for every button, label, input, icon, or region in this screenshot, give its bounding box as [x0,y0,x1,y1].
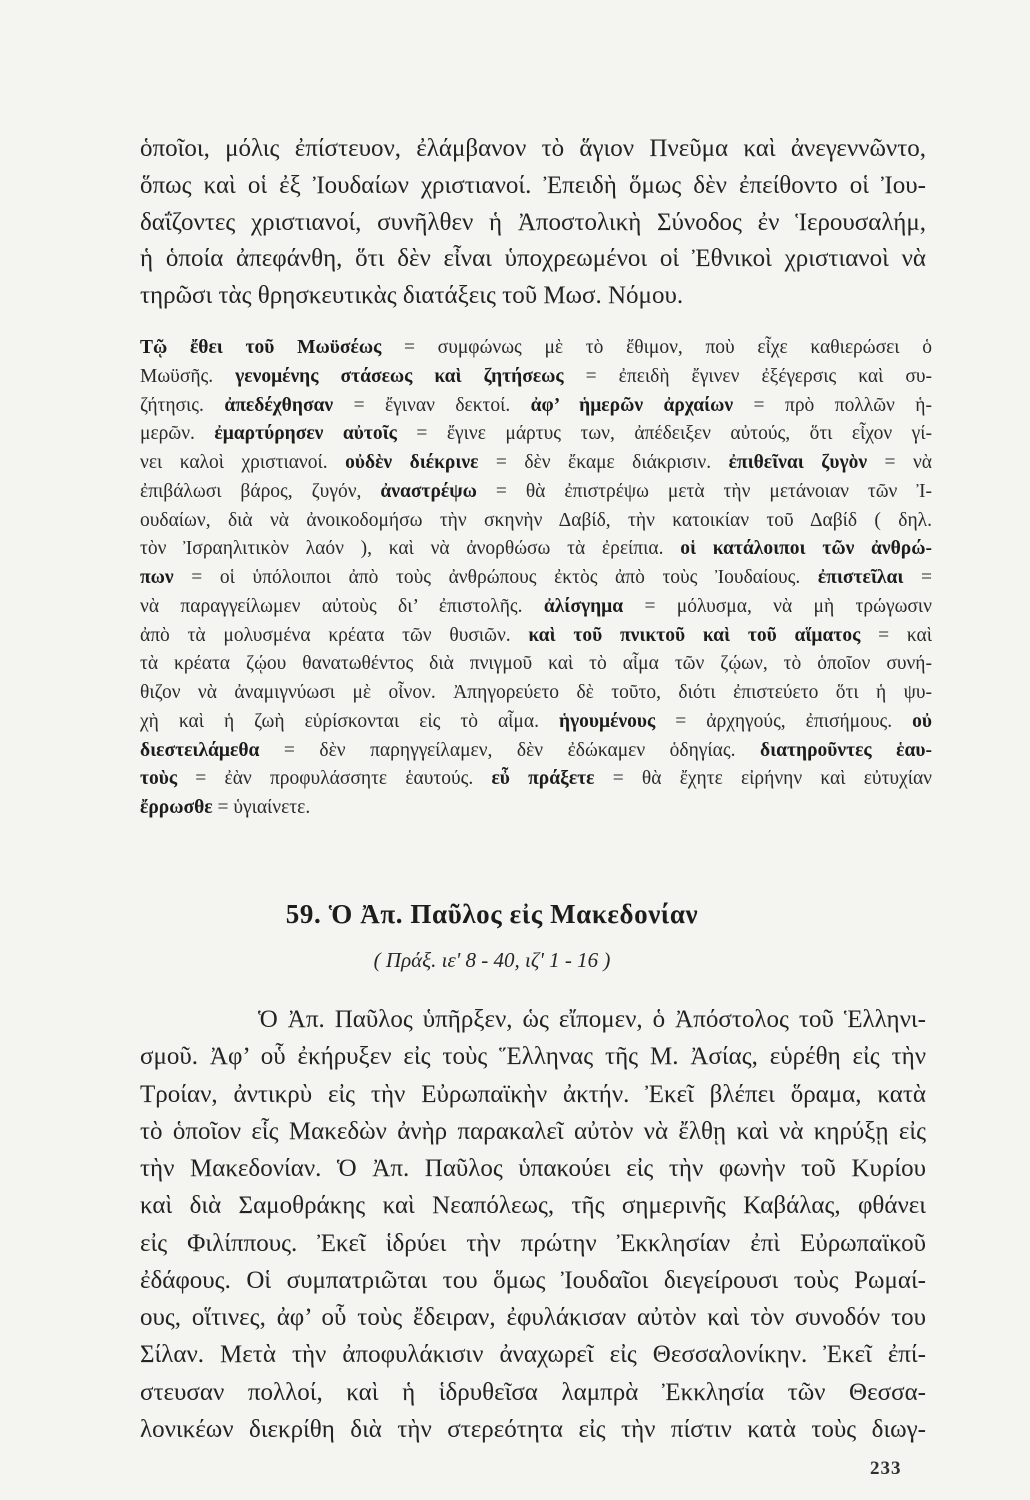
glossary-definition: ουδαίων, διὰ νὰ ἀνοικοδομήσω τὴν σκηνὴν Δαβίδ, τὴν κατοικίαν τοῦ Δαβίδ ( δηλ. [140,509,932,531]
glossary-definition: τὰ κρέατα ζῴου θανατωθέντος διὰ πνιγμοῦ καὶ τὸ αἷμα τῶν ζῴων, τὸ ὁποῖον συνή- [140,653,932,675]
text-line: εἰς Φιλίππους. Ἐκεῖ ἱδρύει τὴν πρώτην Ἐκκλησίαν ἐπὶ Εὐρωπαϊκοῦ [140,1229,926,1257]
text-line: στευσαν πολλοί, καὶ ἡ ἱδρυθεῖσα λαμπρὰ Ἐκκλησία τῶν Θεσσα- [140,1378,926,1406]
glossary-definition: = συμφώνως μὲ τὸ ἔθιμον, ποὺ εἶχε καθιερώσει ὁ [381,337,932,358]
glossary-line [140,622,932,651]
glossary-definition: = πρὸ πολλῶν ἡ- [733,394,932,416]
glossary-definition: χὴ καὶ ἡ ζωὴ εὑρίσκονται εἰς τὸ αἷμα. [140,710,559,732]
text-line: ἐδάφους. Οἱ συμπατριῶται του ὅμως Ἰουδαῖοι διεγείρουσι τοὺς Ρωμαί- [140,1266,926,1294]
glossary-term: πων [140,567,174,588]
glossary-line [140,363,932,392]
glossary-line [140,593,932,622]
text-line: τὴν Μακεδονίαν. Ὁ Ἀπ. Παῦλος ὑπακούει εἰς τὴν φωνὴν τοῦ Κυρίου [140,1155,926,1183]
glossary-term: ἐπιστεῖλαι [817,567,904,588]
glossary-definition: = νὰ [867,452,932,473]
glossary-definition: = δὲν ἔκαμε διάκρισιν. [478,452,729,473]
glossary-line [140,564,932,593]
glossary-term: ἔρρωσθε [140,797,213,818]
text-line: σμοῦ. Ἀφ’ οὗ ἐκήρυξεν εἰς τοὺς Ἕλληνας τῆς Μ. Ἀσίας, εὑρέθη εἰς τὴν [140,1043,926,1071]
glossary-line [140,794,932,823]
glossary-term: ἀπεδέχθησαν [224,394,334,416]
glossary-definition: νὰ παραγγείλωμεν αὐτοὺς δι’ ἐπιστολῆς. [140,595,544,617]
glossary-term: Τῷ ἔθει τοῦ Μωϋσέως [140,337,382,358]
glossary-line [140,449,932,478]
glossary-term: γενομένης στάσεως καὶ ζητήσεως [235,365,564,387]
text-line: Τροίαν, ἀντικρὺ εἰς τὴν Εὐρωπαϊκὴν ἀκτήν. Ἐκεῖ βλέπει ὅραμα, κατὰ [140,1080,926,1108]
glossary-term: ἀφ’ ἡμερῶν ἀρχαίων [530,394,734,416]
glossary-definition: νει καλοὶ χριστιανοί. [140,452,346,473]
glossary-line [140,535,932,564]
glossary-term: οὐ [912,710,932,732]
text-line: τηρῶσι τὰς θρησκευτικὰς διατάξεις τοῦ Μωσ. Νόμου. [140,282,684,310]
glossary-term: ἐμαρτύρησεν αὐτοῖς [214,423,397,445]
glossary-definition: = δὲν παρηγγείλαμεν, δὲν ἐδώκαμεν ὁδηγίας. [259,739,760,761]
glossary-definition: = θὰ ἔχητε εἰρήνην καὶ εὐτυχίαν [594,768,932,790]
glossary-term: ἐπιθεῖναι ζυγὸν [728,452,868,473]
text-line: ἡ ὁποία ἀπεφάνθη, ὅτι δὲν εἶναι ὑποχρεωμένοι οἱ Ἐθνικοὶ χριστιανοὶ νὰ [140,245,926,273]
glossary-line [140,478,932,507]
glossary-term: ἀναστρέψω [380,480,477,502]
glossary-term: οἱ κατάλοιποι τῶν ἀνθρώ- [680,538,932,560]
text-line: ους, οἵτινες, ἀφ’ οὗ τοὺς ἔδειραν, ἐφυλάκισαν αὐτὸν καὶ τὸν συνοδόν του [140,1304,926,1332]
glossary-definition: θιζον νὰ ἀναμιγνύωσι μὲ οἶνον. Ἀπηγορεύετο δὲ τοῦτο, διότι ἐπιστεύετο ὅτι ἡ ψυ- [140,682,932,703]
glossary-definition: μερῶν. [140,423,215,445]
glossary-definition: τὸν Ἰσραηλιτικὸν λαόν ), καὶ νὰ ἀνορθώσω τὰ ἐρείπια. [140,538,681,560]
glossary-definition: = ἀρχηγούς, ἐπισήμους. [655,710,913,732]
glossary-line [140,679,932,708]
glossary-term: ἡγουμένους [558,710,656,732]
section-reference: ( Πράξ. ιε' 8 - 40, ιζ' 1 - 16 ) [373,948,611,972]
glossary-notes [140,334,932,823]
glossary-line [140,737,932,766]
text-line: ὁποῖοι, μόλις ἐπίστευον, ἐλάμβανον τὸ ἅγιον Πνεῦμα καὶ ἀνεγεννῶντο, [140,135,926,162]
glossary-line [140,392,932,421]
glossary-definition: = ὑγιαίνετε. [212,797,311,818]
glossary-term: ἀλίσγημα [543,595,624,617]
glossary-term: καὶ τοῦ πνικτοῦ καὶ τοῦ αἵματος [528,624,861,646]
glossary-term: διατηροῦντες ἑαυ- [759,739,932,761]
glossary-line [140,650,932,679]
glossary-term: εὖ πράξετε [491,768,595,790]
text-line: ὅπως καὶ οἱ ἐξ Ἰουδαίων χριστιανοί. Ἐπειδὴ ὅμως δὲν ἐπείθοντο οἱ Ἰου- [140,171,926,199]
glossary-definition: = ἐὰν προφυλάσσητε ἑαυτούς. [177,768,492,790]
glossary-definition: = ἐπειδὴ ἔγινεν ἐξέγερσις καὶ συ- [563,365,932,387]
text-line: Ὁ Ἀπ. Παῦλος ὑπῆρξεν, ὡς εἴπομεν, ὁ Ἀπόστολος τοῦ Ἑλληνι- [258,1006,926,1033]
glossary-definition: Μωϋσῆς. [140,365,236,387]
glossary-term: τοὺς [140,768,178,790]
text-line: Σίλαν. Μετὰ τὴν ἀποφυλάκισιν ἀναχωρεῖ εἰς Θεσσαλονίκην. Ἐκεῖ ἐπί- [140,1341,926,1369]
glossary-definition: = ἔγιναν δεκτοί. [333,394,531,416]
text-line: καὶ διὰ Σαμοθράκης καὶ Νεαπόλεως, τῆς σημερινῆς Καβάλας, φθάνει [140,1192,926,1220]
glossary-term: διεστειλάμεθα [140,739,260,761]
glossary-definition: = οἱ ὑπόλοιποι ἀπὸ τοὺς ἀνθρώπους ἐκτὸς ἀπὸ τοὺς Ἰουδαίους. [173,567,818,588]
page-number: 233 [870,1458,902,1479]
glossary-term: οὐδὲν διέκρινε [345,452,479,473]
glossary-line [140,334,932,363]
glossary-line [140,420,932,449]
section-paragraph [140,1001,926,1448]
text-line: τὸ ὁποῖον εἷς Μακεδὼν ἀνὴρ παρακαλεῖ αὐτὸν νὰ ἔλθῃ καὶ νὰ κηρύξῃ εἰς [140,1117,926,1145]
glossary-line [140,765,932,794]
glossary-definition: = ἔγινε μάρτυς των, ἀπέδειξεν αὐτούς, ὅτι εἶχον γί- [396,423,932,445]
glossary-definition: = καὶ [860,624,932,646]
glossary-line [140,708,932,737]
glossary-definition: = θὰ ἐπιστρέψω μετὰ τὴν μετάνοιαν τῶν Ἰ- [476,480,932,502]
glossary-definition: ζήτησις. [140,394,225,416]
glossary-definition: = μόλυσμα, νὰ μὴ τρώγωσιν [623,595,932,617]
glossary-definition: ἐπιβάλωσι βάρος, ζυγόν, [140,480,381,502]
text-line: λονικέων διεκρίθη διὰ τὴν στερεότητα εἰς τὴν πίστιν κατὰ τοὺς διωγ- [140,1415,926,1443]
text-line: δαΐζοντες χριστιανοί, συνῆλθεν ἡ Ἀποστολικὴ Σύνοδος ἐν Ἱερουσαλήμ, [140,208,926,236]
glossary-definition: ἀπὸ τὰ μολυσμένα κρέατα τῶν θυσιῶν. [140,624,529,646]
glossary-line [140,507,932,536]
paragraph-continued [140,131,926,315]
glossary-definition: = [903,567,932,588]
section-heading: 59. Ὁ Ἀπ. Παῦλος εἰς Μακεδονίαν [285,899,699,929]
